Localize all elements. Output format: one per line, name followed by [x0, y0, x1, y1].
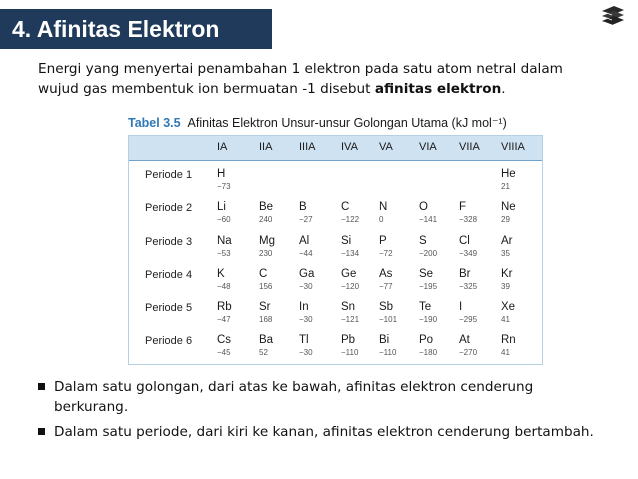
- element-cell: [217, 235, 232, 259]
- element-cell: [341, 301, 359, 325]
- intro-paragraph: [38, 59, 578, 99]
- affinity-value: 0: [379, 215, 384, 224]
- element-cell: [459, 301, 477, 325]
- element-symbol: B: [299, 201, 307, 213]
- intro-period: .: [501, 81, 506, 97]
- element-cell: [379, 201, 387, 225]
- element-cell: [501, 334, 516, 358]
- affinity-value: −141: [419, 215, 438, 224]
- affinity-value: −48: [217, 282, 231, 291]
- affinity-value: 230: [259, 249, 273, 258]
- affinity-value: −349: [459, 249, 478, 258]
- element-symbol: O: [419, 201, 428, 213]
- affinity-value: −195: [419, 282, 438, 291]
- affinity-value: 41: [501, 348, 510, 357]
- affinity-value: 168: [259, 315, 273, 324]
- table-header-cell: IIIA: [299, 141, 316, 153]
- table-body: [129, 160, 542, 364]
- affinity-value: 156: [259, 282, 273, 291]
- element-symbol: Bi: [379, 334, 390, 346]
- element-symbol: Br: [459, 268, 471, 280]
- element-cell: [459, 201, 477, 225]
- affinity-value: −180: [419, 348, 438, 357]
- element-cell: [259, 235, 275, 259]
- element-cell: [379, 334, 396, 358]
- bullet-item: [38, 422, 598, 442]
- table-caption: [128, 115, 507, 133]
- affinity-value: −328: [459, 215, 478, 224]
- element-symbol: P: [379, 235, 387, 247]
- element-symbol: As: [379, 268, 393, 280]
- row-label: Periode 5: [145, 302, 193, 314]
- affinity-value: −270: [459, 348, 478, 357]
- element-symbol: Rn: [501, 334, 516, 346]
- affinity-value: −60: [217, 215, 231, 224]
- affinity-value: 41: [501, 315, 510, 324]
- element-cell: [259, 268, 272, 292]
- element-cell: [341, 201, 359, 225]
- affinity-value: −30: [299, 348, 313, 357]
- row-label: Periode 3: [145, 236, 193, 248]
- slide-title: 4. Afinitas Elektron: [0, 9, 272, 49]
- affinity-value: −72: [379, 249, 393, 258]
- affinity-value: −27: [299, 215, 313, 224]
- electron-affinity-table: [120, 113, 545, 367]
- element-symbol: Pb: [341, 334, 356, 346]
- affinity-value: −120: [341, 282, 360, 291]
- element-cell: [501, 168, 516, 192]
- table-header-cell: VIIA: [459, 141, 480, 153]
- affinity-value: −45: [217, 348, 231, 357]
- affinity-value: −134: [341, 249, 360, 258]
- bullet-marker: [38, 428, 45, 435]
- affinity-value: −110: [379, 348, 397, 357]
- bullet-item: [38, 377, 598, 417]
- element-symbol: H: [217, 168, 226, 180]
- element-cell: [419, 268, 437, 292]
- table-header-cell: IIA: [259, 141, 273, 153]
- element-cell: [217, 201, 231, 225]
- element-cell: [459, 268, 477, 292]
- affinity-value: 39: [501, 282, 510, 291]
- bullet-marker: [38, 383, 45, 390]
- affinity-value: −53: [217, 249, 231, 258]
- element-cell: [501, 301, 515, 325]
- table-header-cell: VA: [379, 141, 393, 153]
- affinity-value: 240: [259, 215, 273, 224]
- table-caption-label: Tabel 3.5: [128, 116, 181, 130]
- element-symbol: In: [299, 301, 309, 313]
- element-symbol: Xe: [501, 301, 516, 313]
- affinity-value: −73: [217, 182, 231, 191]
- element-symbol: Li: [217, 201, 226, 213]
- element-cell: [217, 301, 232, 325]
- table-caption-text: Afinitas Elektron Unsur-unsur Golongan Utama (kJ mol⁻¹): [187, 116, 507, 130]
- element-cell: [259, 301, 272, 325]
- affinity-value: −47: [217, 315, 231, 324]
- affinity-value: −30: [299, 282, 313, 291]
- table-header-cell: IVA: [341, 141, 358, 153]
- element-cell: [501, 235, 513, 259]
- affinity-value: 29: [501, 215, 510, 224]
- element-cell: [379, 301, 397, 325]
- element-cell: [259, 334, 273, 358]
- element-cell: [217, 334, 231, 358]
- affinity-value: −30: [299, 315, 313, 324]
- affinity-value: −121: [341, 315, 360, 324]
- element-symbol: Mg: [259, 235, 275, 247]
- affinity-value: −110: [341, 348, 359, 357]
- bullet-list: [38, 377, 598, 447]
- element-cell: [419, 201, 437, 225]
- element-symbol: Al: [299, 235, 310, 247]
- intro-term: afinitas elektron: [374, 81, 502, 97]
- stacked-books-icon: [600, 5, 626, 25]
- element-symbol: At: [459, 334, 470, 346]
- affinity-value: 21: [501, 182, 510, 191]
- element-symbol: N: [379, 201, 388, 213]
- element-cell: [459, 334, 477, 358]
- element-symbol: Tl: [299, 334, 309, 346]
- affinity-value: −77: [379, 282, 393, 291]
- element-symbol: Na: [217, 235, 232, 247]
- element-symbol: K: [217, 268, 225, 280]
- table-header-row: [129, 136, 542, 161]
- element-symbol: Rb: [217, 301, 232, 313]
- affinity-value: 35: [501, 249, 510, 258]
- element-symbol: Te: [419, 301, 432, 313]
- affinity-value: −190: [419, 315, 438, 324]
- bullet-text: Dalam satu periode, dari kiri ke kanan, afinitas elektron cenderung bertambah.: [54, 424, 594, 440]
- element-cell: [299, 334, 313, 358]
- element-symbol: Ge: [341, 268, 357, 280]
- element-symbol: Si: [341, 235, 352, 247]
- element-symbol: C: [259, 268, 268, 280]
- affinity-value: −325: [459, 282, 478, 291]
- element-cell: [419, 301, 437, 325]
- element-cell: [379, 235, 393, 259]
- element-symbol: Cs: [217, 334, 232, 346]
- row-label: Periode 6: [145, 335, 193, 347]
- affinity-value: −122: [341, 215, 360, 224]
- table-frame: [128, 135, 543, 365]
- intro-text: Energi yang menyertai penambahan 1 elektron pada satu atom netral dalam wujud gas membentuk ion bermuatan -1 disebut: [38, 61, 563, 97]
- affinity-value: −44: [299, 249, 313, 258]
- element-symbol: Ga: [299, 268, 315, 280]
- element-symbol: Ba: [259, 334, 274, 346]
- affinity-value: −101: [379, 315, 398, 324]
- element-symbol: Sr: [259, 301, 271, 313]
- element-symbol: Ar: [501, 235, 513, 247]
- table-header-cell: VIA: [419, 141, 437, 153]
- element-symbol: Ne: [501, 201, 516, 213]
- element-symbol: Po: [419, 334, 434, 346]
- element-symbol: S: [419, 235, 427, 247]
- row-label: Periode 4: [145, 269, 193, 281]
- element-symbol: Kr: [501, 268, 513, 280]
- element-symbol: F: [459, 201, 467, 213]
- row-label: Periode 1: [145, 169, 193, 181]
- element-symbol: Sn: [341, 301, 356, 313]
- element-cell: [379, 268, 393, 292]
- element-symbol: Se: [419, 268, 434, 280]
- element-cell: [299, 201, 313, 225]
- element-cell: [341, 334, 358, 358]
- element-cell: [501, 201, 516, 225]
- element-symbol: Cl: [459, 235, 470, 247]
- element-cell: [259, 201, 273, 225]
- element-symbol: C: [341, 201, 350, 213]
- element-cell: [217, 268, 231, 292]
- bullet-text: Dalam satu golongan, dari atas ke bawah, afinitas elektron cenderung berkurang.: [54, 379, 534, 415]
- element-cell: [299, 235, 313, 259]
- element-cell: [341, 268, 359, 292]
- table-header-cell: IA: [217, 141, 228, 153]
- element-cell: [419, 235, 437, 259]
- element-cell: [419, 334, 437, 358]
- element-cell: [459, 235, 477, 259]
- affinity-value: −200: [419, 249, 438, 258]
- element-cell: [341, 235, 359, 259]
- row-label: Periode 2: [145, 202, 193, 214]
- element-cell: [217, 168, 231, 192]
- element-cell: [299, 268, 314, 292]
- element-cell: [501, 268, 513, 292]
- affinity-value: 52: [259, 348, 268, 357]
- table-header-cell: VIIIA: [501, 141, 525, 153]
- element-symbol: Sb: [379, 301, 394, 313]
- element-symbol: He: [501, 168, 516, 180]
- element-symbol: Be: [259, 201, 274, 213]
- element-symbol: I: [459, 301, 463, 313]
- affinity-value: −295: [459, 315, 478, 324]
- element-cell: [299, 301, 313, 325]
